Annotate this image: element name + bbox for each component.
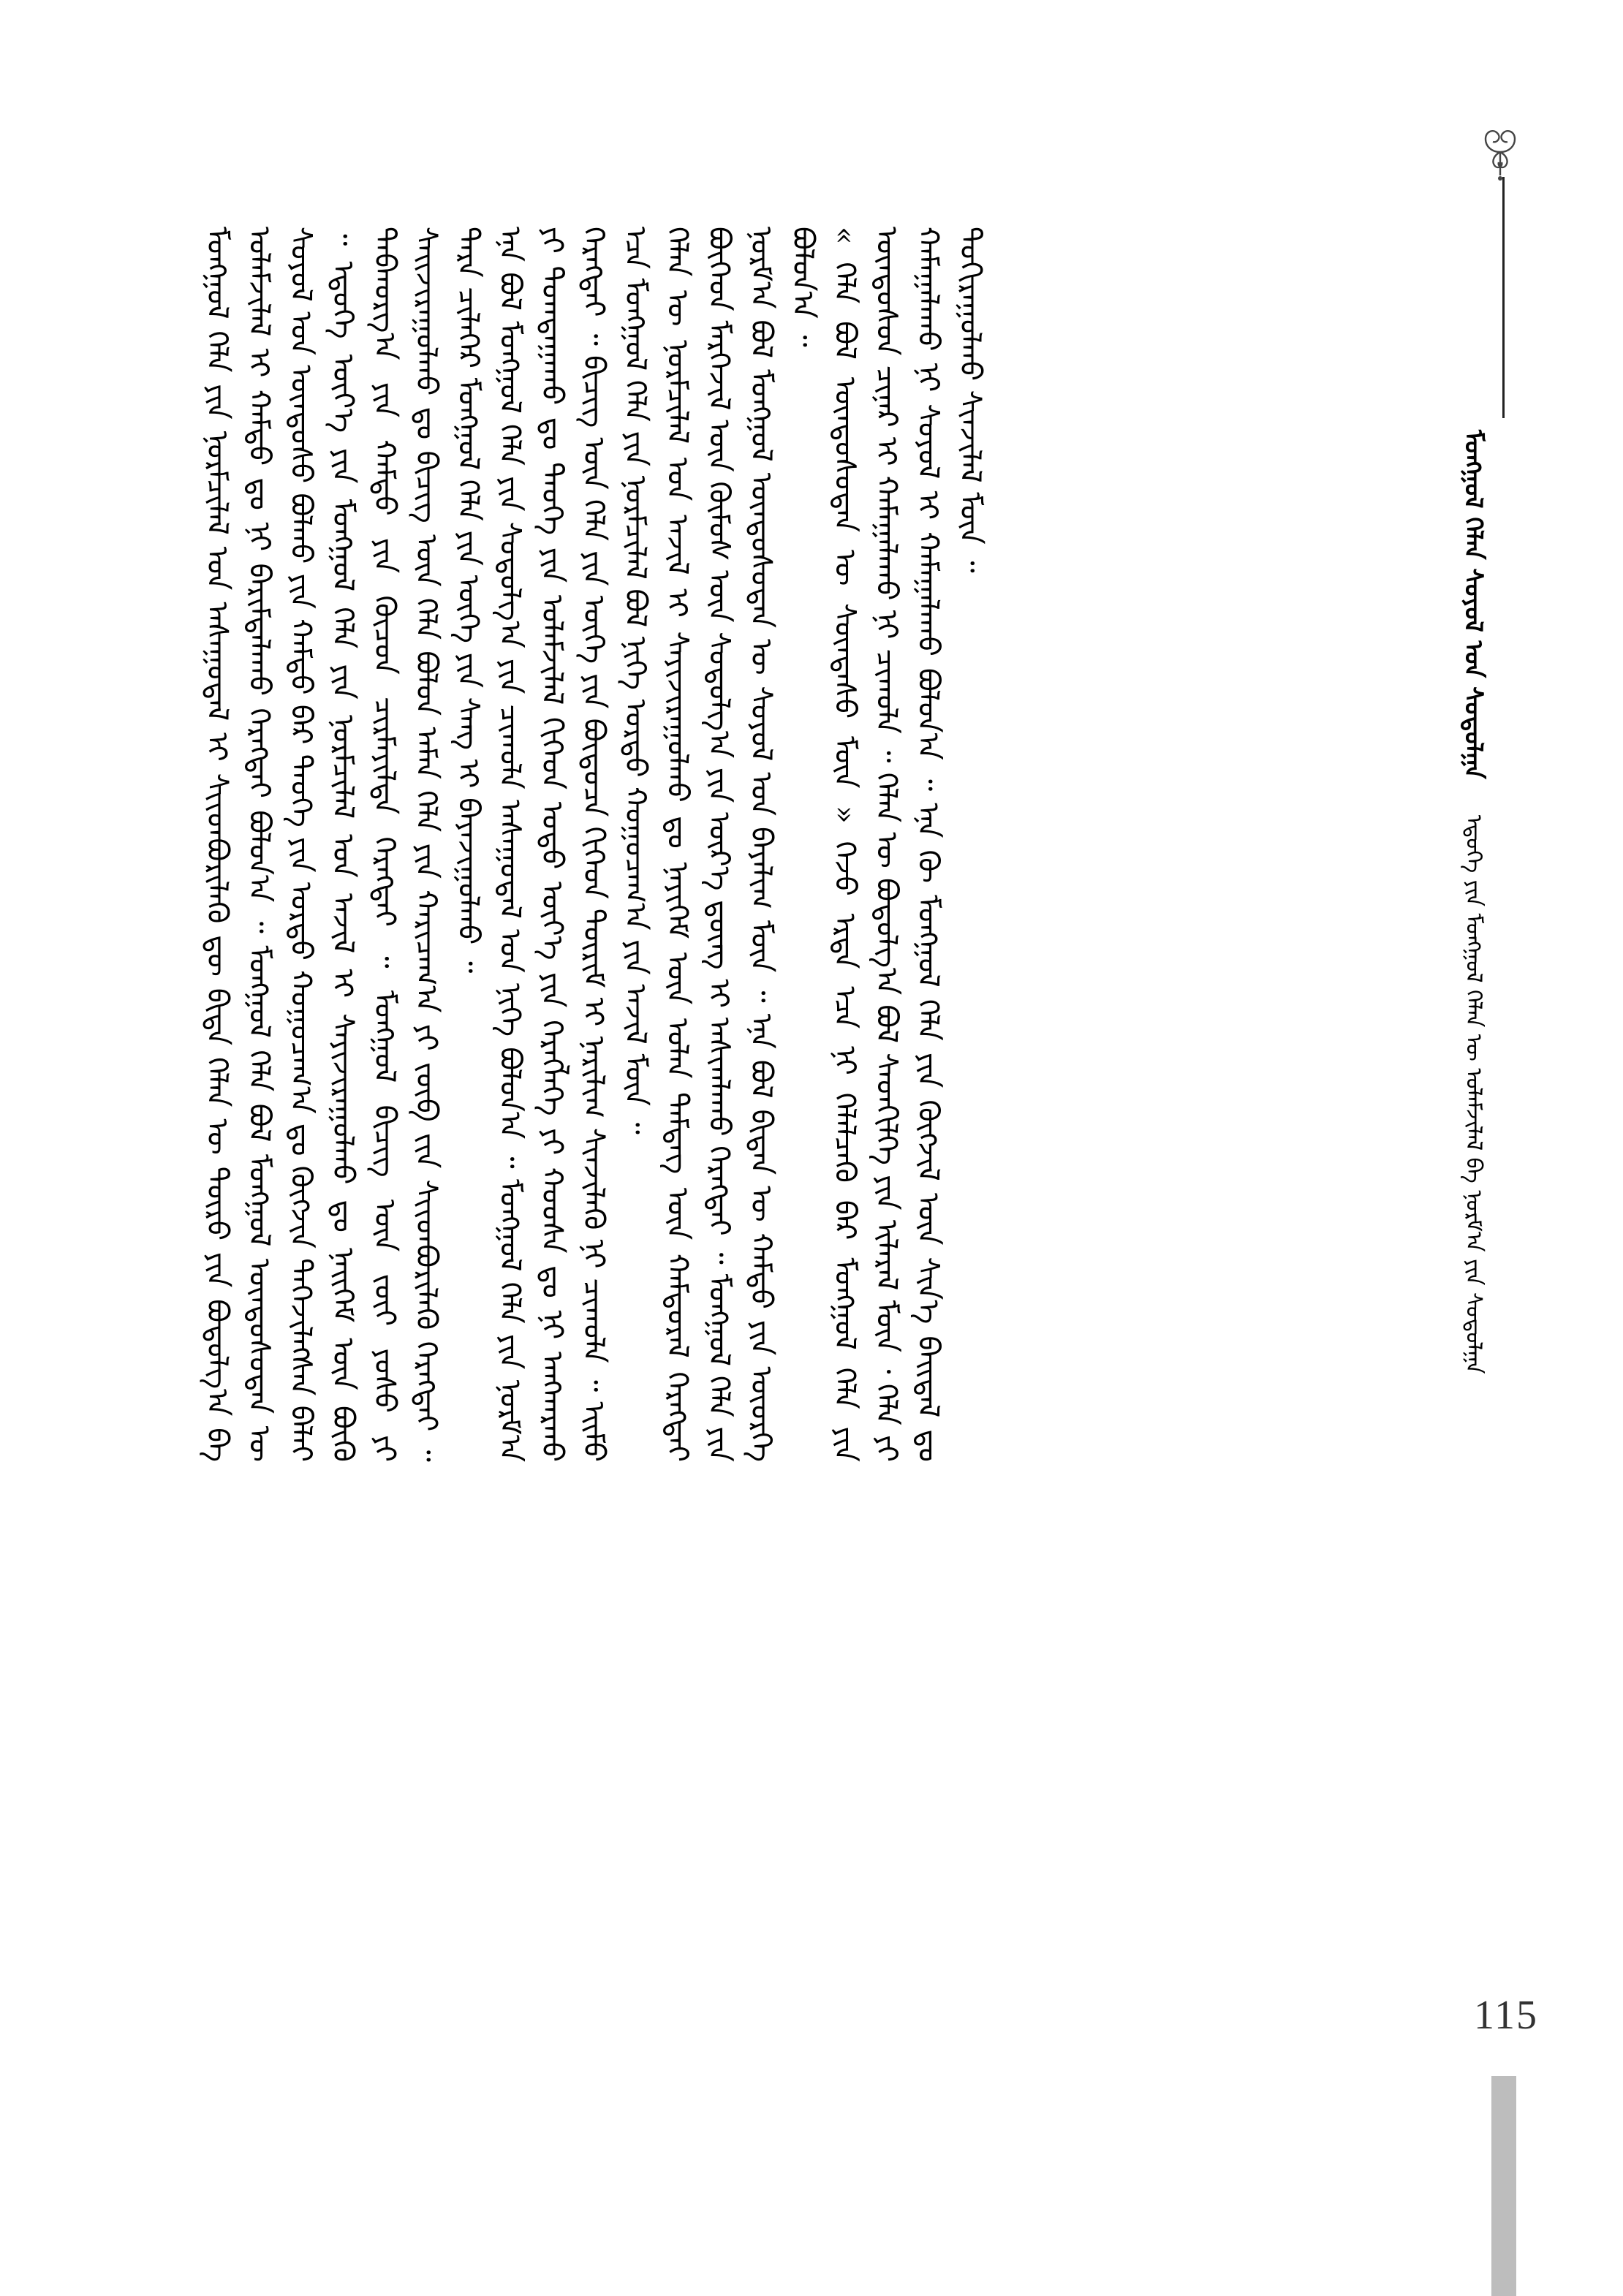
page-edge-bar	[1491, 2076, 1516, 2296]
header-ornament-icon	[1469, 121, 1531, 183]
book-title: ᠮᠣᠩᠭᠣᠯ ᠬᠡᠯᠡᠨ ᠰᠣᠶᠣᠯ ᠤᠨ ᠰᠤᠳᠤᠯᠭᠠ	[1459, 430, 1488, 779]
chapter-title: ᠡᠳᠦᠭᠡ ᠶᠢᠨ ᠮᠣᠩᠭᠣᠯ ᠬᠡᠯᠡᠨ ᠦ ᠤᠯᠠᠮᠵᠢᠯᠠᠯ ᠪᠠ ᠨᠣᠷᠮ᠎ᠠ ᠶᠢᠨ ᠰᠤᠳᠤᠯᠭᠠ	[1461, 814, 1486, 1374]
paragraph: ᠬᠡᠯᠡᠨ ᠦ ᠨᠣᠷᠮᠴᠢᠯᠠᠯ ᠤᠨ ᠠᠵᠢᠯ ᠢ ᠰᠠᠶᠢᠵᠢᠷᠠᠭᠤᠯᠬᠤ ᠳᠤ ᠨᠡᠶᠢᠭᠡᠮ ᠦᠨ ᠣᠯᠠᠨ ᠲᠡᠮᠳᠡᠭ ᠦᠨ ᠬᠠᠮᠲᠤᠷᠠᠯ ᠬᠡᠷᠡᠭᠲᠡᠢ ᠪᠥᠭᠡᠳ ᠮᠡᠷᠭᠡᠵᠢᠯ ᠦᠨ ᠬᠦᠮᠦᠰ ᠦᠨ ᠰᠤᠳᠤᠯᠭ᠎ᠠ ᠶᠢᠨ ᠦᠷ᠎ᠡ ᠳ᠋ᠦᠩ ᠢ ᠠᠰᠢᠭᠯᠠᠬᠤ ᠬᠡᠷᠡᠭᠲᠡᠢ ᠃ ᠮᠣᠩᠭᠣᠯ ᠬᠡᠯᠡ ᠶᠢᠨ ᠨᠣᠷᠮ᠎ᠠ ᠪᠣᠯ ᠮᠣᠩᠭᠣᠯ ᠦᠨᠳᠦᠰᠦᠲᠡᠨ ᠦ ᠰᠣᠶᠣᠯ ᠤᠨ ᠪᠠᠶᠠᠯᠢᠭ ᠮᠥᠨ ᠃ ᠡᠨᠡ ᠪᠣᠯ ᠪᠢᠳᠡᠨ ᠦ ᠬᠠᠮᠲᠤ ᠶᠢᠨ ᠦᠦᠷᠭᠡ ᠪᠣᠯᠤᠨ᠎ᠠ ᠃	[660, 227, 820, 1462]
header-separator	[1459, 786, 1488, 808]
paragraph: ᠮᠣᠩᠭᠣᠯ ᠬᠡᠯᠡ ᠶᠢᠨ ᠨᠣᠷᠮᠴᠢᠯᠠᠯ ᠤᠨ ᠠᠰᠠᠭᠤᠳᠠᠯ ᠢ ᠰᠢᠢᠳᠪᠦᠷᠢᠯᠡᠬᠦ ᠳᠦ ᠪᠢᠳᠡ ᠬᠡᠯᠡᠨ ᠦ ᠲᠥᠷᠥ ᠶᠢᠨ ᠪᠣᠳᠤᠯᠭ᠎ᠠ ᠪᠠ ᠤᠯᠠᠮᠵᠢᠯᠠᠯ ᠢ ᠬᠠᠮᠲᠤ ᠳᠤ ᠨᠢ ᠪᠠᠷᠢᠮᠲᠠᠯᠠᠬᠤ ᠬᠡᠷᠡᠭᠲᠡᠢ ᠪᠣᠯᠤᠨ᠎ᠠ ᠃ ᠮᠣᠩᠭᠣᠯ ᠬᠡᠯᠡ ᠪᠣᠯ ᠮᠣᠩᠭᠣᠯ ᠦᠨᠳᠦᠰᠦᠲᠡᠨ ᠦ ᠰᠣᠶᠣᠯ ᠤᠨ ᠦᠨᠳᠦᠰᠦ ᠪᠣᠯᠬᠤ ᠶᠢᠨ ᠬᠠᠮᠲᠤ ᠪᠠᠷ ᠲᠡᠦᠬᠡ ᠶᠢᠨ ᠤᠷᠲᠤ ᠬᠤᠭᠤᠴᠠᠭ᠎ᠠ ᠳᠤ ᠬᠥᠭᠵᠢᠨ ᠳᠡᠭᠡᠵᠢᠯᠡᠭᠰᠡᠨ ᠪᠠᠯᠠᠢ ᠃ ᠡᠳᠦᠭᠡ ᠦᠶ᠎ᠡ ᠶᠢᠨ ᠮᠣᠩᠭᠣᠯ ᠬᠡᠯᠡ ᠶᠢᠨ ᠨᠣᠷᠮᠴᠢᠯᠠᠯ ᠤᠨ ᠠᠵᠢᠯ ᠢ ᠰᠠᠶᠢᠵᠢᠷᠠᠭᠤᠯᠬᠤ ᠳᠤ ᠨᠡᠢᠭᠡᠮ ᠦᠨ ᠪᠦᠬᠦ ᠳᠠᠪᠬᠤᠷᠭ᠎ᠠ ᠶᠢᠨ ᠬᠠᠮᠲᠤ ᠶᠢᠨ ᠬᠦᠴᠦᠨ ᠴᠢᠷᠮᠠᠶᠢᠯᠲᠠ ᠬᠡᠷᠡᠭᠲᠡᠢ ᠃ ᠮᠣᠩᠭᠣᠯ ᠪᠢᠴᠢᠭ ᠦᠨ ᠵᠦᠢ ᠶᠣᠰᠣ ᠶᠢ ᠰᠠᠢᠵᠢᠷᠠᠭᠤᠯᠬᠤ ᠳᠤ ᠪᠢᠴᠢᠭ ᠦᠨ ᠬᠡᠯᠡ ᠪᠣᠯᠤᠨ ᠠᠮᠠᠨ ᠬᠡᠯᠡ ᠶᠢᠨ ᠬᠠᠷᠢᠴᠠᠭ᠎ᠠ ᠶᠢ ᠵᠥᠪ ᠵᠢᠨ ᠰᠢᠢᠳᠪᠦᠷᠢᠯᠡᠬᠦ ᠬᠡᠷᠡᠭᠲᠡᠢ ᠃ ᠲᠡᠷᠡ ᠴᠢᠯᠡᠭᠡᠷ ᠮᠣᠩᠭᠣᠯ ᠬᠡᠯᠡ ᠶᠢᠨ ᠦᠭᠡ ᠶᠢᠨ ᠰᠠᠩ ᠢ ᠪᠠᠶᠠᠵᠢᠭᠤᠯᠬᠤ ᠃	[200, 227, 485, 1462]
running-header	[1459, 430, 1488, 1453]
page-number: 115	[1474, 1993, 1538, 2038]
paragraph: ᠡᠨᠡ ᠪᠣᠯ ᠮᠣᠩᠭᠣᠯ ᠬᠡᠯᠡ ᠶᠢᠨ ᠰᠤᠳᠤᠯᠭ᠎ᠠ ᠶᠢᠨ ᠴᠢᠬᠤᠯᠠ ᠠᠰᠠᠭᠤᠳᠠᠯ ᠤᠨ ᠨᠢᠭᠡ ᠪᠣᠯᠤᠨ᠎ᠠ ᠃ ᠮᠣᠩᠭᠣᠯ ᠬᠡᠯᠡ ᠶᠢᠨ ᠨᠣᠷᠮ᠎ᠠ ᠶᠢ ᠲᠣᠭᠲᠠᠭᠠᠬᠤ ᠳᠤ ᠲᠡᠦᠬᠡ ᠶᠢᠨ ᠤᠯᠠᠮᠵᠢᠯᠠᠯ ᠬᠢᠭᠡᠳ ᠣᠳᠣ ᠦᠶ᠎ᠡ ᠶᠢᠨ ᠬᠡᠷᠡᠭᠯᠡᠭᠡ ᠶᠢ ᠬᠣᠣᠰᠠ ᠳᠤ ᠨᠢ ᠠᠩᠬᠠᠷᠬᠤ ᠬᠡᠷᠡᠭᠲᠡᠢ ᠃ ᠪᠢᠴᠢᠭ ᠦᠨ ᠬᠡᠯᠡ ᠶᠢᠨ ᠦᠭᠡ ᠶᠢᠨ ᠪᠦᠲᠦᠴᠡ ᠬᠢᠭᠡᠳ ᠳᠦᠷᠢᠮ ᠢ ᠨᠠᠷᠢᠯᠢᠭ ᠰᠢᠨᠵᠢᠯᠡᠬᠦ ᠨᠢ ᠴᠢᠬᠤᠯᠠ ᠃ ᠡᠢᠮᠦ ᠡᠴᠡ ᠮᠣᠩᠭᠣᠯ ᠬᠡᠯᠡ ᠶᠢᠨ ᠨᠣᠷᠮᠴᠢᠯᠠᠯ ᠪᠣᠯ ᠨᠢᠭᠡ ᠤᠷᠲᠤ ᠬᠤᠭᠤᠴᠠᠭ᠎ᠠ ᠶᠢᠨ ᠠᠵᠢᠯ ᠮᠥᠨ ᠃	[493, 227, 653, 1462]
header-rule	[1502, 177, 1505, 418]
body-text	[196, 227, 1439, 1462]
paragraph: « ᠬᠡᠯᠡ ᠪᠣᠯ ᠦᠨᠳᠦᠰᠦᠲᠡᠨ ᠦ ᠰᠦᠨᠳᠡᠰᠦ ᠮᠥᠨ » ᠭᠡᠵᠦ ᠡᠷᠲᠡ ᠡᠴᠡ ᠨᠢ ᠬᠡᠯᠡᠯᠴᠡᠬᠦ ᠪᠠᠷ ᠮᠣᠩᠭᠣᠯ ᠬᠡᠯᠡ ᠶᠢᠨ ᠦᠨᠳᠦᠰᠦᠨ ᠴᠢᠨᠠᠷ ᠢ ᠬᠠᠮᠠᠭᠠᠯᠠᠬᠤ ᠨᠢ ᠴᠢᠬᠤᠯᠠ ᠃ ᠬᠡᠯᠡᠨ ᠦ ᠪᠣᠳᠤᠯᠭ᠎ᠠ ᠪᠣᠯ ᠰᠡᠳᠬᠢᠯᠭᠡ ᠶᠢᠨ ᠢᠯᠡᠷᠡᠯ ᠮᠥᠨ ᠂ ᠬᠡᠯᠡ ᠶᠢ ᠬᠠᠮᠠᠭᠠᠯᠠᠬᠤ ᠨᠢ ᠰᠣᠶᠣᠯ ᠢ ᠬᠠᠮᠠᠭᠠᠯᠠᠬᠤ ᠪᠣᠯᠤᠨ᠎ᠠ ᠃ ᠡᠨᠡ ᠬᠦ ᠮᠣᠩᠭᠣᠯ ᠬᠡᠯᠡ ᠶᠢᠨ ᠬᠥᠭᠵᠢᠯ ᠦᠨ ᠰᠢᠨ᠎ᠡ ᠪᠠᠢᠳᠠᠯ ᠳᠤ ᠲᠣᠬᠢᠷᠠᠭᠤᠯᠬᠤ ᠰᠢᠨᠵᠢᠯᠡᠯ ᠮᠥᠨ ᠃	[828, 227, 987, 1462]
